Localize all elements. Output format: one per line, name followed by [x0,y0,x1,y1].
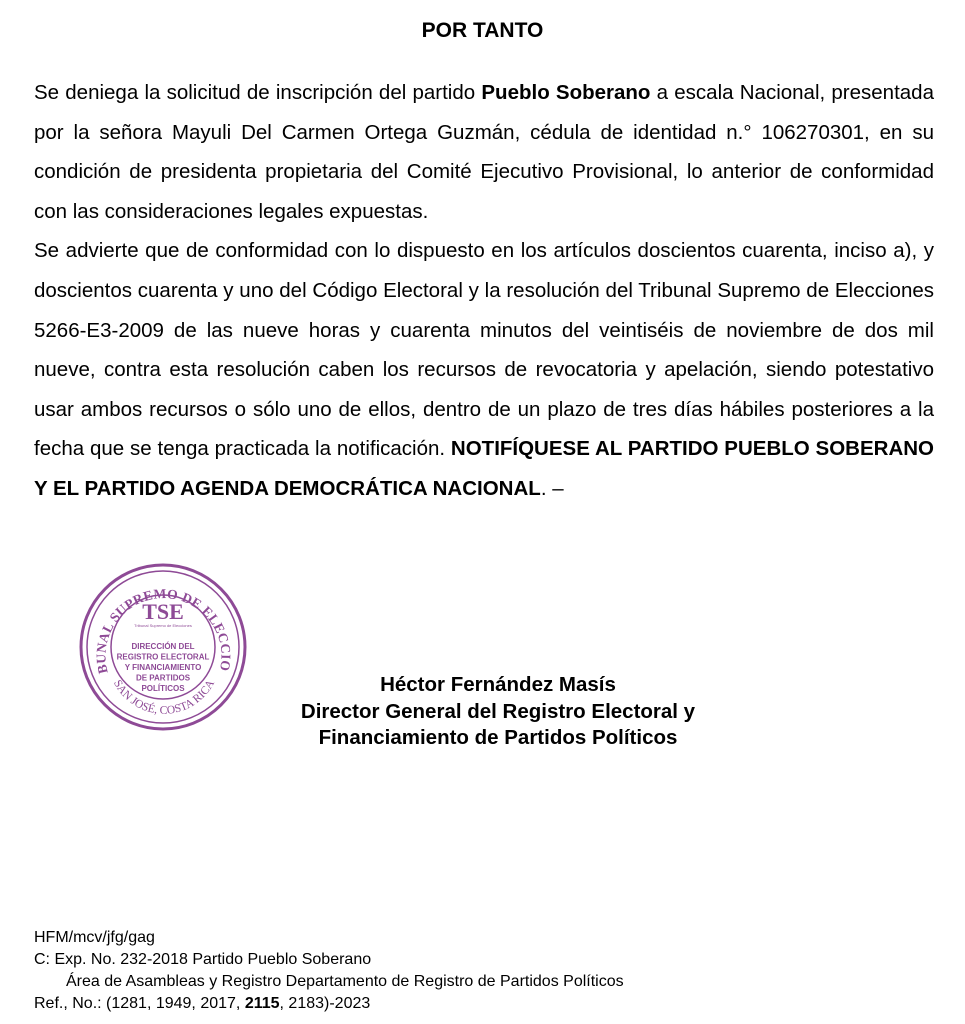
resolution-body [34,73,934,509]
signature-block [248,672,748,752]
stamp-outer-text: BUNAL SUPREMO DE ELECCIO [93,585,234,676]
stamp-bottom-text: SAN JOSÉ, COSTA RICA [111,677,217,717]
stamp-seal [78,563,248,731]
party-name: Pueblo Soberano [481,81,651,104]
paragraph-text: Se advierte que de conformidad con lo dispuesto en los artículos doscientos cuarenta, inciso a), y doscientos cuarenta y uno del Código Electoral y la resolución del Tribunal Supremo de Elecciones 5266-E3-2009 de las nueve horas y cuarenta minutos del veintiséis de noviembre de dos mil nueve, contra esta resolución caben los recursos de revocatoria y apelación, siendo potestativo usar ambos recursos o sólo uno de ellos, dentro de un plazo de tres días hábiles posteriores a la fecha que se tenga practicada la notificación. [34,239,934,461]
signer-name: Héctor Fernández Masís [380,673,616,696]
stamp-inner-line: POLÍTICOS [141,684,185,693]
signer-title-line2: Financiamiento de Partidos Políticos [318,726,678,749]
paragraph-notice [34,231,934,508]
stamp-inner-line: DIRECCIÓN DEL [131,642,195,651]
ref-highlight: 2115 [244,995,280,1012]
tse-logo-icon: TSE [142,599,184,624]
footer-reference [34,993,934,1015]
ref-suffix: , 2183)-2023 [279,995,371,1012]
stamp-logo-caption: Tribunal Supremo de Elecciones [134,623,192,628]
section-heading: POR TANTO [421,19,544,42]
footer-cc-line2: Área de Asambleas y Registro Departamento de Registro de Partidos Políticos [66,973,624,990]
paragraph-text: a escala Nacional, presentada por la señora Mayuli Del Carmen Ortega Guzmán, cédula de identidad n.° 106270301, en su condición de presidenta propietaria del Comité Ejecutivo Provisional, lo anterior de conformidad con las consideraciones legales expuestas. [34,81,934,223]
stamp-inner-line: DE PARTIDOS [135,673,191,683]
footer-cc-line1: C: Exp. No. 232-2018 Partido Pueblo Soberano [34,951,372,968]
footer-initials: HFM/mcv/jfg/gag [34,929,155,946]
stamp-inner-line: REGISTRO ELECTORAL [116,652,210,662]
paragraph-text: Se deniega la solicitud de inscripción del partido [34,81,482,104]
document-footer [34,927,934,1015]
official-stamp [78,563,248,731]
paragraph-denial [34,73,934,231]
ref-prefix: Ref., No.: (1281, 1949, 2017, [34,995,245,1012]
notification-order: NOTIFÍQUESE AL PARTIDO PUEBLO SOBERANO Y EL PARTIDO AGENDA DEMOCRÁTICA NACIONAL [34,437,935,500]
signer-title-line1: Director General del Registro Electoral y [300,699,696,723]
paragraph-text: . – [540,476,564,500]
stamp-inner-line: Y FINANCIAMIENTO [124,663,202,672]
